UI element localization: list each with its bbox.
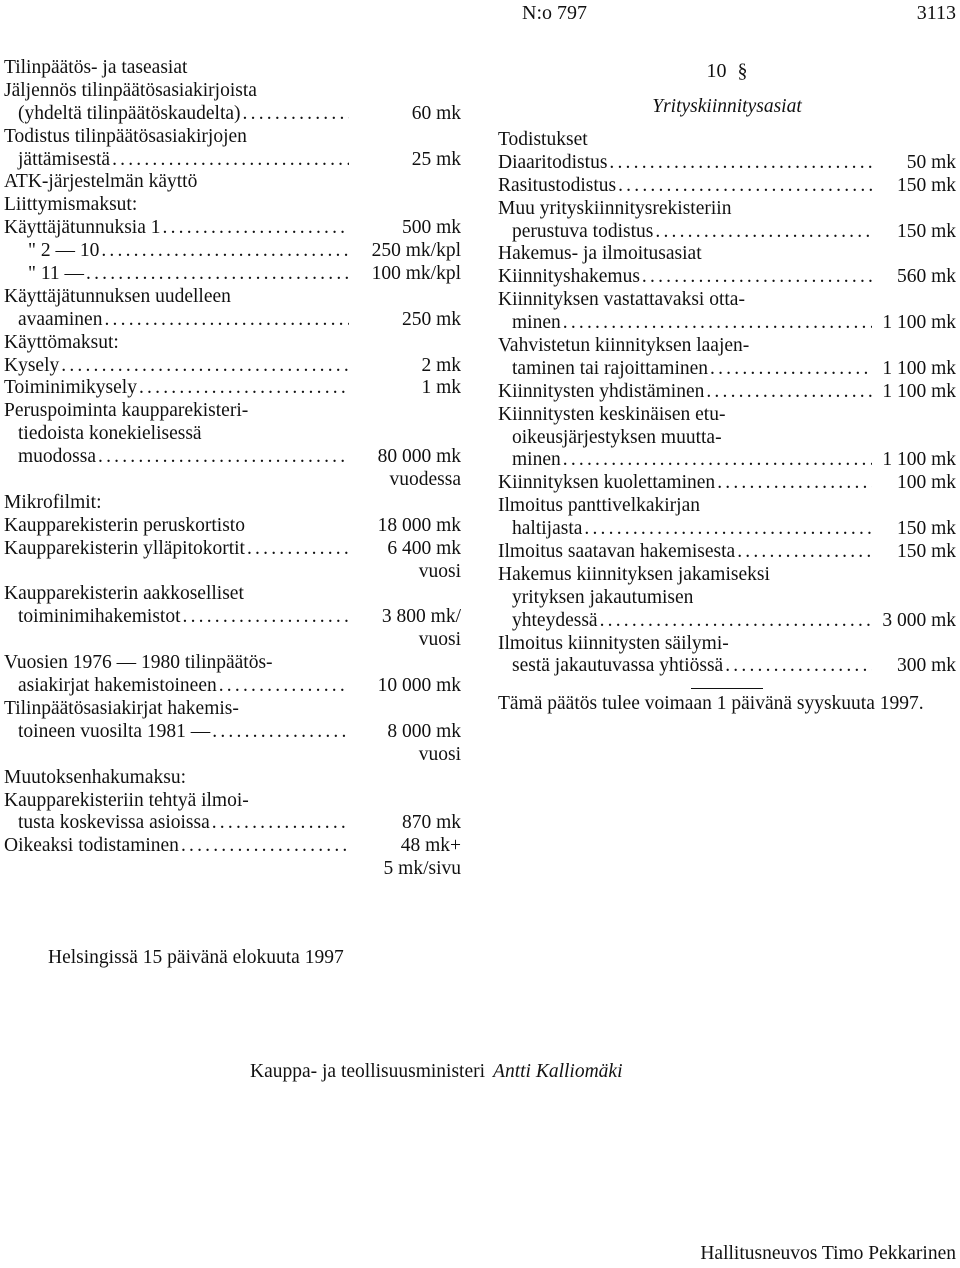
dot-leader (706, 381, 872, 404)
fee-label: perustuva todistus (512, 220, 654, 242)
fee-amount: 60 mk (411, 102, 461, 124)
dot-leader (61, 355, 349, 378)
fee-row (4, 767, 461, 790)
fee-row (498, 335, 956, 358)
fee-amount: vuosi (418, 743, 461, 765)
fee-amount: 870 mk (401, 812, 461, 834)
fee-row (498, 564, 956, 587)
fee-row (498, 495, 956, 518)
fee-row (4, 286, 461, 309)
fee-label: Oikeaksi todistaminen (4, 835, 179, 857)
fee-amount: 6 400 mk (387, 537, 461, 559)
fee-label: Muutoksenhakumaksu: (4, 766, 186, 788)
fee-list-left (4, 57, 461, 881)
fee-amount: 100 mk/kpl (371, 263, 461, 285)
fee-label: jättämisestä (18, 148, 111, 170)
fee-row (4, 858, 461, 881)
fee-row (498, 312, 956, 335)
dot-leader (247, 538, 349, 561)
fee-label: yhteydessä (512, 609, 598, 631)
fee-label: Kysely (4, 354, 60, 376)
fee-label: Todistukset (498, 129, 588, 150)
fee-row (4, 171, 461, 194)
fee-row (498, 427, 956, 450)
fee-row (498, 152, 956, 175)
fee-row (498, 266, 956, 289)
dot-leader (618, 175, 872, 198)
page-code: N:o 797 (522, 2, 587, 24)
fee-label: Kaupparekisteriin tehtyä ilmoi- (4, 789, 249, 811)
fee-label: Peruspoiminta kaupparekisteri- (4, 400, 249, 422)
fee-row (4, 583, 461, 606)
fee-row (4, 721, 461, 744)
fee-row (4, 309, 461, 332)
fee-label: Käyttömaksut: (4, 331, 119, 353)
fee-label: Diaaritodistus (498, 151, 608, 173)
fee-row (4, 469, 461, 492)
fee-label: Vuosien 1976 — 1980 tilinpäätös- (4, 652, 273, 674)
section-number: 10 (706, 60, 727, 82)
fee-amount: 1 mk (421, 377, 461, 399)
fee-amount: 3 800 mk/ (381, 606, 461, 628)
fee-label: Toiminimikysely (4, 377, 137, 399)
signature-block (250, 1061, 623, 1083)
fee-row (4, 194, 461, 217)
fee-label: minen (512, 312, 561, 334)
fee-label: Kiinnityshakemus (498, 266, 640, 288)
fee-row (4, 812, 461, 835)
fee-row (498, 289, 956, 312)
fee-amount: 250 mk/kpl (371, 240, 461, 262)
fee-label: Kiinnitysten keskinäisen etu- (498, 403, 726, 425)
fee-row (4, 652, 461, 675)
fee-row (4, 606, 461, 629)
dot-leader (212, 721, 349, 744)
dot-leader (737, 541, 872, 564)
dot-leader (584, 518, 872, 541)
fee-amount: 150 mk (896, 541, 956, 563)
fee-amount: vuosi (418, 560, 461, 582)
fee-amount: 25 mk (411, 148, 461, 170)
fee-label: toiminimihakemistot (18, 606, 181, 628)
fee-row (4, 377, 461, 400)
fee-row (4, 80, 461, 103)
fee-row (498, 633, 956, 656)
fee-row (498, 243, 956, 266)
fee-row (4, 263, 461, 286)
fee-label: Kiinnitysten yhdistäminen (498, 380, 705, 402)
fee-amount: 1 100 mk (882, 449, 956, 471)
fee-label: oikeusjärjestyksen muutta- (512, 426, 722, 448)
fee-label: ATK-järjestelmän käyttö (4, 171, 198, 193)
fee-amount: 2 mk (421, 354, 461, 376)
fee-amount: 560 mk (896, 266, 956, 288)
fee-label: Liittymismaksut: (4, 194, 138, 216)
fee-row (4, 355, 461, 378)
fee-row (4, 103, 461, 126)
fee-amount: 8 000 mk (387, 720, 461, 742)
dot-leader (112, 149, 349, 172)
dot-leader (563, 449, 872, 472)
fee-label: Vahvistetun kiinnityksen laajen- (498, 335, 750, 357)
fee-row (498, 404, 956, 427)
fee-label: tiedoista konekielisessä (18, 423, 202, 445)
dot-leader (183, 606, 350, 629)
fee-label: Ilmoitus kiinnitysten säilymi- (498, 632, 729, 654)
dot-leader (163, 217, 349, 240)
dot-leader (101, 240, 349, 263)
fee-row (498, 655, 956, 678)
fee-label: toineen vuosilta 1981 — (18, 720, 211, 742)
fee-amount: 500 mk (401, 217, 461, 239)
section-mark: § (737, 60, 748, 82)
fee-amount: 50 mk (906, 151, 956, 173)
fee-label: avaaminen (18, 308, 103, 330)
closing-paragraph: Tämä päätös tulee voimaan 1 päivänä syyskuuta 1997. (498, 693, 924, 715)
fee-row (498, 472, 956, 495)
fee-amount: 100 mk (896, 472, 956, 494)
dot-leader (243, 103, 349, 126)
fee-amount: vuosi (418, 629, 461, 651)
fee-label: asiakirjat hakemistoineen (18, 675, 217, 697)
dot-leader (563, 312, 872, 335)
dot-leader (725, 655, 872, 678)
fee-row (498, 449, 956, 472)
fee-label: Käyttäjätunnuksen uudelleen (4, 285, 231, 307)
fee-row (4, 126, 461, 149)
fee-rows-right (498, 129, 956, 678)
dot-leader (86, 263, 349, 286)
fee-label: " 2 — 10 (28, 240, 100, 262)
fee-amount: 150 mk (896, 220, 956, 242)
dot-leader (98, 446, 349, 469)
fee-amount: 250 mk (401, 308, 461, 330)
fee-label: minen (512, 449, 561, 471)
fee-label: haltijasta (512, 518, 583, 540)
fee-amount: 5 mk/sivu (383, 858, 461, 880)
fee-row (4, 423, 461, 446)
fee-amount: 300 mk (896, 655, 956, 677)
fee-label: sestä jakautuvassa yhtiössä (512, 655, 724, 677)
fee-amount: 80 000 mk (377, 446, 461, 468)
fee-row (498, 381, 956, 404)
dot-leader (600, 610, 872, 633)
fee-row (4, 400, 461, 423)
fee-amount: vuodessa (389, 469, 461, 491)
fee-list-right (498, 57, 956, 716)
page-number: 3113 (916, 2, 956, 24)
fee-amount: 150 mk (896, 174, 956, 196)
fee-label: Hakemus kiinnityksen jakamiseksi (498, 563, 770, 585)
dot-leader (655, 221, 872, 244)
fee-label: " 11 — (28, 263, 84, 285)
fee-amount: 18 000 mk (377, 514, 461, 536)
fee-row (4, 515, 461, 538)
fee-amount: 1 100 mk (882, 357, 956, 379)
fee-row (4, 675, 461, 698)
fee-label: Ilmoitus panttivelkakirjan (498, 495, 700, 517)
fee-amount: 10 000 mk (377, 675, 461, 697)
fee-row (4, 538, 461, 561)
signature-title: Kauppa- ja teollisuusministeri (250, 1061, 486, 1082)
fee-row (498, 518, 956, 541)
dot-leader (212, 812, 349, 835)
fee-label: Mikrofilmit: (4, 491, 102, 513)
fee-row (498, 587, 956, 610)
fee-row (4, 744, 461, 767)
fee-label: muodossa (18, 446, 96, 468)
fee-row (498, 175, 956, 198)
fee-row (4, 790, 461, 813)
fee-row (498, 198, 956, 221)
fee-row (498, 610, 956, 633)
fee-row (4, 217, 461, 240)
dot-leader (139, 377, 349, 400)
fee-label: Tilinpäätösasiakirjat hakemis- (4, 697, 239, 719)
fee-label: Tilinpäätös- ja taseasiat (4, 57, 188, 78)
fee-amount: 150 mk (896, 518, 956, 540)
fee-row (498, 358, 956, 381)
fee-label: Kiinnityksen vastattavaksi otta- (498, 289, 745, 311)
fee-row (498, 129, 956, 152)
fee-row (4, 561, 461, 584)
place-date: Helsingissä 15 päivänä elokuuta 1997 (48, 947, 344, 968)
dot-leader (717, 472, 872, 495)
dot-leader (181, 835, 349, 858)
section-title: Yrityskiinnitysasiat (652, 96, 802, 117)
fee-label: Rasitustodistus (498, 174, 617, 196)
section-heading (498, 57, 956, 85)
signature-name: Antti Kalliomäki (493, 1061, 623, 1082)
fee-label: Hakemus- ja ilmoitusasiat (498, 243, 702, 265)
fee-label: taminen tai rajoittaminen (512, 357, 709, 379)
fee-row (498, 221, 956, 244)
fee-label: Jäljennös tilinpäätösasiakirjoista (4, 79, 257, 101)
divider-rule (691, 688, 763, 689)
fee-row (4, 698, 461, 721)
fee-row (4, 492, 461, 515)
fee-row (4, 835, 461, 858)
fee-row (4, 57, 461, 80)
fee-amount: 3 000 mk (882, 609, 956, 631)
fee-label: tusta koskevissa asioissa (18, 812, 210, 834)
fee-row (4, 629, 461, 652)
fee-amount: 1 100 mk (882, 380, 956, 402)
fee-row (498, 541, 956, 564)
fee-row (4, 332, 461, 355)
fee-label: yrityksen jakautumisen (512, 586, 694, 608)
fee-label: (yhdeltä tilinpäätöskaudelta) (18, 102, 241, 124)
footer-name: Hallitusneuvos Timo Pekkarinen (700, 1243, 956, 1264)
fee-label: Kiinnityksen kuolettaminen (498, 472, 716, 494)
fee-label: Muu yrityskiinnitysrekisteriin (498, 197, 732, 219)
dot-leader (609, 152, 872, 175)
fee-amount: 1 100 mk (882, 312, 956, 334)
fee-row (4, 240, 461, 263)
fee-label: Kaupparekisterin aakkoselliset (4, 583, 244, 605)
dot-leader (104, 309, 349, 332)
fee-row (4, 446, 461, 469)
fee-label: Todistus tilinpäätösasiakirjojen (4, 125, 247, 147)
fee-label: Kaupparekisterin peruskortisto (4, 514, 245, 536)
dot-leader (710, 358, 872, 381)
dot-leader (219, 675, 349, 698)
fee-label: Kaupparekisterin ylläpitokortit (4, 537, 245, 559)
fee-amount: 48 mk+ (400, 835, 461, 857)
dot-leader (642, 266, 872, 289)
fee-label: Käyttäjätunnuksia 1 (4, 217, 161, 239)
fee-row (4, 149, 461, 172)
fee-label: Ilmoitus saatavan hakemisesta (498, 541, 736, 563)
